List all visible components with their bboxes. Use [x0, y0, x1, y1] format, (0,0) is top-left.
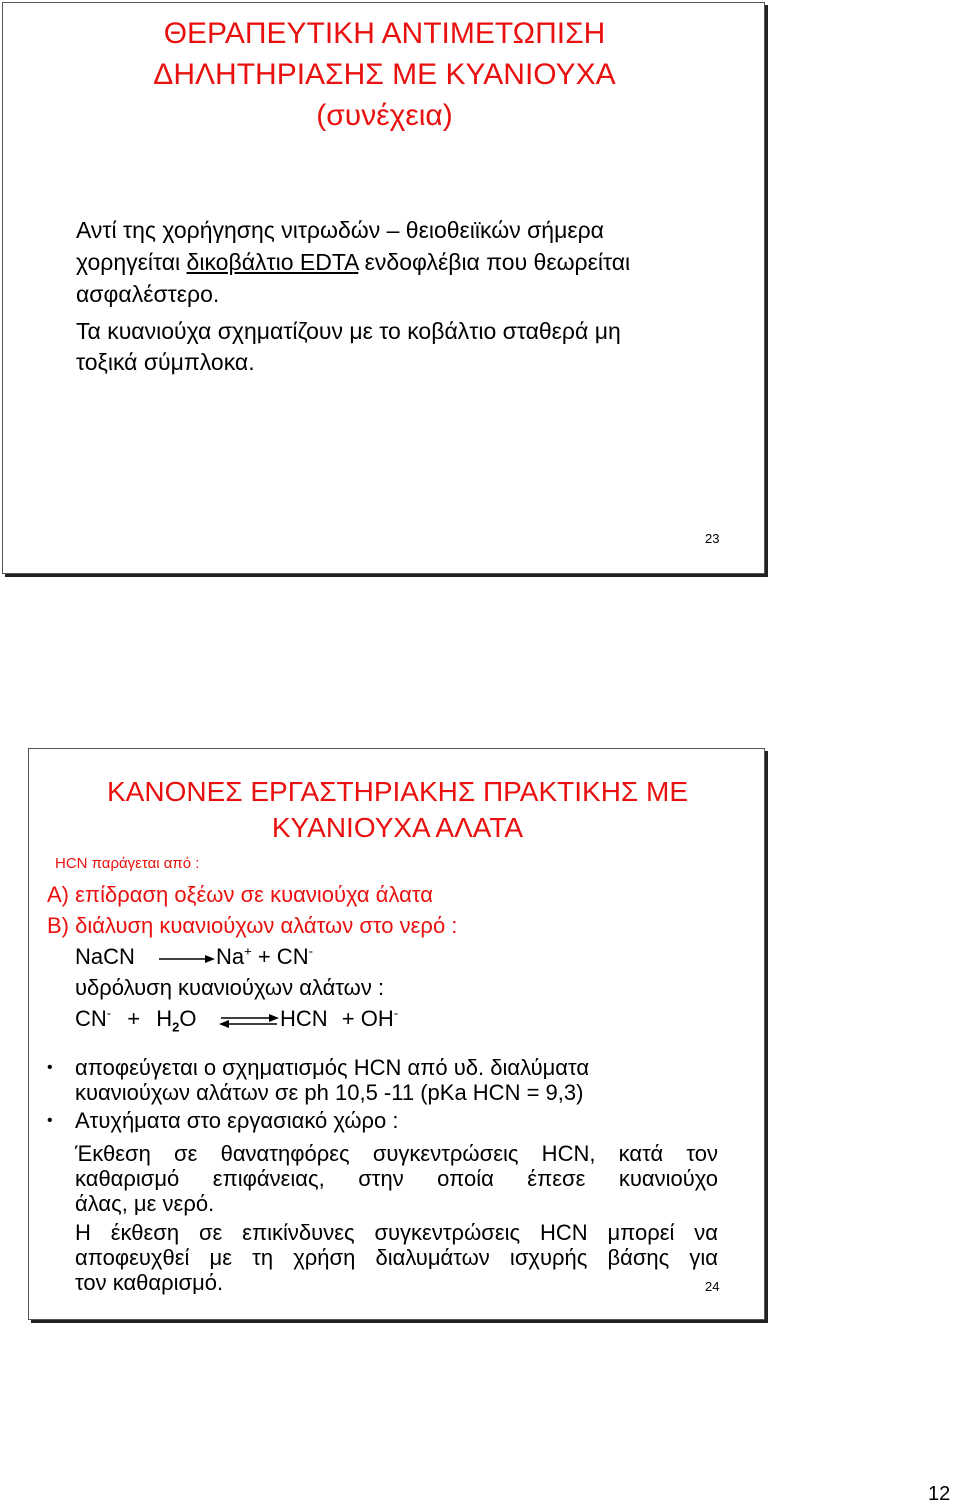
charge: -: [308, 943, 313, 959]
oxygen: O: [179, 1006, 197, 1031]
slide-title-line-1: ΚΑΝΟΝΕΣ ΕΡΓΑΣΤΗΡΙΑΚΗΣ ΠΡΑΚΤΙΚΗΣ ΜΕ: [107, 776, 688, 807]
edta-link[interactable]: δικοβάλτιο EDTA: [186, 249, 359, 275]
text-span: ενδοφλέβια που θεωρείται: [358, 249, 631, 275]
paragraph-line: Τα κυανιούχα σχηματίζουν με το κοβάλτιο σταθερά μη: [76, 318, 621, 344]
bullet-icon: •: [47, 1112, 53, 1129]
equation-reactants: [75, 1005, 197, 1035]
slide-page-number: 23: [705, 531, 720, 546]
charge: -: [393, 1005, 399, 1021]
reaction-arrow-icon: [159, 952, 215, 966]
accident-line: Έκθεση σε θανατηφόρες συγκεντρώσεις HCN, κατά τον: [75, 1141, 718, 1166]
plus-sign: +: [127, 1006, 141, 1031]
cyanide-ion: + CN: [257, 944, 309, 969]
slide-title-line-3: (συνέχεια): [316, 99, 453, 132]
bullet-line: αποφεύγεται ο σχηματισμός HCN από υδ. διαλύματα: [75, 1055, 590, 1080]
equation-products: [216, 944, 313, 970]
bullet-icon: •: [47, 1059, 53, 1076]
charge: -: [106, 1005, 112, 1021]
slide-24: [28, 748, 765, 1320]
cyanide-ion: CN: [75, 1006, 107, 1031]
hydrogen: H: [156, 1006, 173, 1031]
bullet-line: κυανιούχων αλάτων σε ph 10,5 -11 (pKa HCN = 9,3): [75, 1080, 584, 1105]
sheet-page-number: 12: [928, 1483, 951, 1505]
hydrolysis-label: υδρόλυση κυανιούχων αλάτων :: [75, 975, 385, 1000]
intro-text: HCN παράγεται από :: [55, 855, 200, 872]
equation-reactant: NaCN: [75, 944, 135, 969]
slide-title-line-2: ΚΥΑΝΙΟΥΧΑ ΑΛΑΤΑ: [271, 812, 524, 843]
hydroxide-ion: + OH: [341, 1006, 394, 1031]
accident-line: τον καθαρισμό.: [75, 1270, 224, 1295]
paragraph-line: Αντί της χορήγησης νιτρωδών – θειοθειϊκών σήμερα: [76, 217, 604, 243]
sodium-ion: Na: [216, 944, 245, 969]
accident-line: Η έκθεση σε επικίνδυνες συγκεντρώσεις HCN μπορεί να: [75, 1220, 718, 1245]
text-span: χορηγείται: [76, 249, 187, 275]
charge: +: [244, 943, 252, 959]
item-b: Β) διάλυση κυανιούχων αλάτων στο νερό :: [47, 913, 458, 938]
bullet-line: Ατυχήματα στο εργασιακό χώρο :: [75, 1108, 399, 1133]
accident-line: άλας, με νερό.: [75, 1191, 215, 1216]
hcn-product: HCN: [280, 1006, 328, 1031]
slide-23: [2, 2, 765, 574]
item-a: Α) επίδραση οξέων σε κυανιούχα άλατα: [47, 882, 433, 907]
subscript: 2: [172, 1019, 180, 1035]
accident-line: αποφευχθεί με τη χρήση διαλυμάτων ισχυρής βάσης για: [75, 1245, 718, 1270]
slide-title-line-2: ΔΗΛΗΤΗΡΙΑΣΗΣ ΜΕ ΚΥΑΝΙΟΥΧΑ: [153, 58, 616, 91]
equilibrium-arrow-icon: [219, 1012, 279, 1030]
paragraph-line: ασφαλέστερο.: [76, 281, 220, 307]
slide-title-line-1: ΘΕΡΑΠΕΥΤΙΚΗ ΑΝΤΙΜΕΤΩΠΙΣΗ: [163, 17, 606, 50]
accident-line: καθαρισμό επιφάνειας, στην οποία έπεσε κυανιούχο: [75, 1166, 718, 1191]
equation-products: [280, 1006, 398, 1032]
slide-page-number: 24: [705, 1279, 720, 1294]
paragraph-line: τοξικά σύμπλοκα.: [76, 349, 255, 375]
paragraph-line: [76, 249, 630, 276]
